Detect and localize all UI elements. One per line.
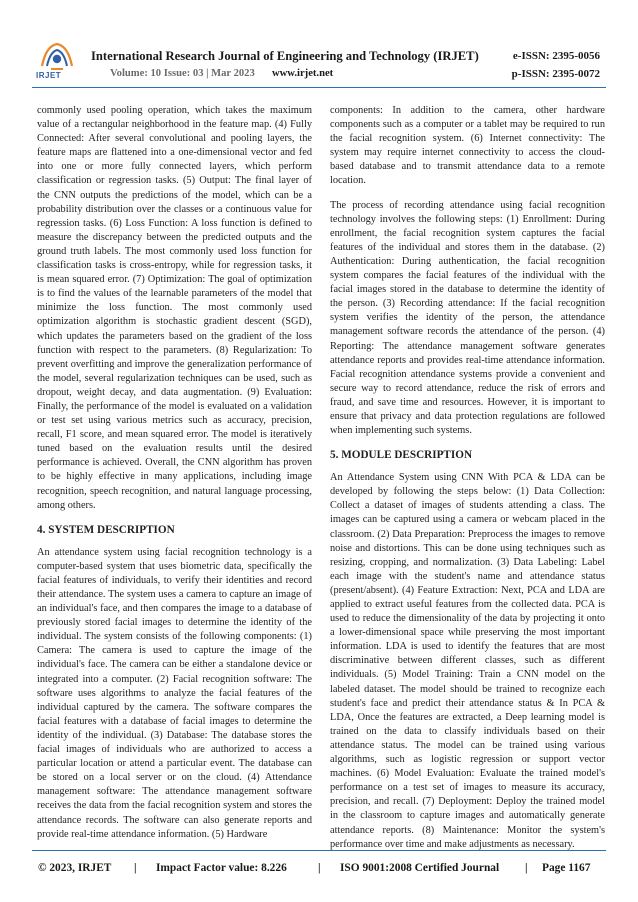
journal-title: International Research Journal of Engineering and Technology (IRJET) <box>91 49 479 63</box>
section-heading: 5. MODULE DESCRIPTION <box>330 449 473 462</box>
body-paragraph: components: In addition to the camera, other hardware components such as a computer or a tablet may be required to run the facial recognition system. (6) Internet connectivity: The system may require internet connectivity to access the cloud-based database and to transmit attendance data to a remote location. <box>330 105 605 187</box>
volume-issue: Volume: 10 Issue: 03 | Mar 2023 <box>110 68 255 79</box>
section-heading: 4. SYSTEM DESCRIPTION <box>37 523 175 536</box>
body-paragraph: An Attendance System using CNN With PCA & LDA can be developed by following the steps below: (1) Data Collection: Collect a dataset of images of students attending a class. The images can be captured using a camera or webcam placed in the classroom. (2) Data Preparation: Preprocess the images to remove noise and distortions. This can be done using techniques such as resizing, cropping, and normalization. (3) Data Labeling: Label each image with the student's name and attendance status (present/absent). (4) Feature Extraction: Next, PCA and LDA are applied to extract useful features from the collected data. PCA is used to reduce the dimensionality of the data by projecting it onto a lower-dimensional space while preserving the most important information. LDA is used to identify the features that are most discriminative between different classes, such as different individuals. (5) Model Training: Train a CNN model on the labeled dataset. The model should be trained to recognize each student's face and predict their attendance status & In PCA & LDA, Once the features are extracted, a Deep learning model is trained on the data to classify individuals based on their attendance status. The model can be trained using various algorithms, such as logistic regression or support vector machines. (6) Model Evaluation: Evaluate the trained model's performance on a test set of images to measure its accuracy, precision, and recall. (7) Deployment: Deploy the trained model in the classroom to capture images and automatically generate attendance reports. (8) Maintenance: Monitor the system's performance over time and make adjustments as necessary. <box>330 472 605 850</box>
impact-factor: Impact Factor value: 8.226 <box>156 862 287 874</box>
footer-separator: | <box>318 862 321 874</box>
journal-website-link[interactable]: www.irjet.net <box>272 68 334 79</box>
paragraph-gap <box>330 189 605 199</box>
copyright: © 2023, IRJET <box>38 862 112 874</box>
body-paragraph: The process of recording attendance using facial recognition technology involves the following steps: (1) Enrollment: During enrollment, the facial recognition system captures the facial features of the individual and stores them in the database. (2) Authentication: During authentication, the facial recognition system compares the facial features of the individual with the facial images stored in the database to determine the identity of the person. (3) Recording attendance: If the facial recognition system verifies the identity of the person, the attendance management software records the attendance of the person. (4) Reporting: The attendance management software generates attendance reports and provides real-time attendance information. Facial recognition attendance systems provide a convenient and secure way to record attendance, reduce the risk of errors and fraud, and save time and resources. However, it is important to ensure that privacy and data protection regulations are followed when implementing such systems. <box>330 199 605 437</box>
page-footer <box>0 862 638 882</box>
p-issn: p-ISSN: 2395-0072 <box>511 68 600 80</box>
footer-separator: | <box>134 862 137 874</box>
page-header <box>0 0 638 86</box>
left-column <box>37 104 312 842</box>
e-issn: e-ISSN: 2395-0056 <box>512 50 600 62</box>
body-paragraph: commonly used pooling operation, which takes the maximum value of a rectangular neighborhood in the feature map. (4) Fully Connected: After several convolutional and pooling layers, the feature maps are flattened into a one-dimensional vector and fed into one or more fully connected layers, which perform classification or regression tasks. (5) Output: The final layer of the CNN outputs the predictions of the model, which can be a probability distribution over the classes or a continuous value for regression tasks. (6) Loss Function: A loss function is defined to measure the discrepancy between the predicted outputs and the ground truth labels. The most commonly used loss function for classification tasks is cross-entropy, while for regression tasks, it is mean squared error. (7) Optimization: The goal of optimization is to find the values of the learnable parameters of the model that minimize the loss function. The most commonly used optimization algorithm is stochastic gradient descent (SGD), which updates the parameters based on the gradient of the loss function with respect to the parameters. (8) Regularization: To prevent overfitting and improve the generalization performance of the model, several regularization techniques can be used, such as dropout, weight decay, and data augmentation. (9) Evaluation: Finally, the performance of the model is evaluated on a validation or test set using various metrics such as accuracy, precision, recall, F1 score, and mean squared error. The model is iteratively tuned based on the evaluation results until the desired performance is achieved. Overall, the CNN algorithm has proven to be highly effective in many applications, including image recognition, speech recognition, and natural language processing, among others. <box>37 105 312 511</box>
logo-text: IRJET <box>36 71 62 80</box>
right-column <box>330 104 605 852</box>
header-divider <box>32 87 606 88</box>
footer-separator: | <box>525 862 528 874</box>
page-number: Page 1167 <box>542 862 591 874</box>
iso-certification: ISO 9001:2008 Certified Journal <box>340 862 500 874</box>
footer-divider <box>32 850 606 851</box>
irjet-logo-icon <box>38 40 76 72</box>
body-paragraph: An attendance system using facial recognition technology is a computer-based system that uses biometric data, specifically the facial features of individuals, to verify their identities and record their attendance. The system uses a camera to capture an image of an individual's face, and then compares the image to a database of previously stored facial images to determine the identity of the individual. The system consists of the following components: (1) Camera: The camera is used to capture the image of the individual's face. The camera can be either a standalone device or integrated into a computer. (2) Facial recognition software: The software uses algorithms to analyze the facial features of the individual captured by the camera. The software compares the facial features with a database of facial images to determine the identity of the individual. (3) Database: The database stores the facial images of individuals who are authorized to access a particular location or attend a particular event. The database can be stored on a local server or on the cloud. (4) Attendance management software: The attendance management software receives the data from the facial recognition system and stores the attendance records. The software can also generate reports and provide real-time attendance information. (5) Hardware <box>37 546 312 840</box>
